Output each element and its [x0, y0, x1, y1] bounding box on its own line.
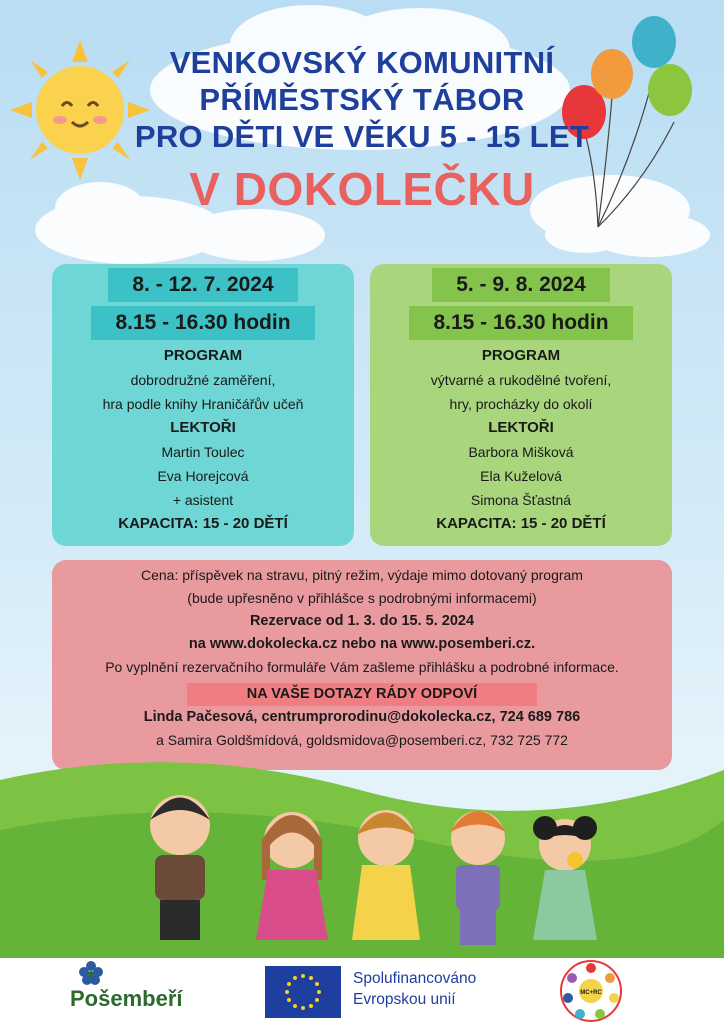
camp-august-box	[370, 264, 672, 546]
camp-july-lecturer: Martin Toulec	[161, 444, 245, 460]
reservation-dates: Rezervace od 1. 3. do 15. 5. 2024	[249, 613, 475, 629]
eu-text-line-1: Spolufinancováno	[353, 970, 477, 987]
camp-august-program-label: PROGRAM	[481, 347, 561, 364]
camp-july-box	[52, 264, 354, 546]
eu-text-line-2: Evropskou unií	[353, 991, 456, 1008]
contact-heading: NA VAŠE DOTAZY RÁDY ODPOVÍ	[187, 683, 537, 706]
camp-july-program-line: dobrodružné zaměření,	[130, 372, 276, 388]
camp-july-lecturer: + asistent	[172, 492, 234, 508]
camp-august-lecturer: Barbora Mišková	[468, 444, 574, 460]
camp-august-capacity: KAPACITA: 15 - 20 DĚTÍ	[436, 515, 606, 532]
camp-july-hours: 8.15 - 16.30 hodin	[91, 306, 314, 340]
camp-august-lecturers-label: LEKTOŘI	[488, 419, 554, 436]
title-line-2: PŘÍMĚSTSKÝ TÁBOR	[199, 82, 525, 117]
form-note: Po vyplnění rezervačního formuláře Vám zašleme přihlášku a podrobné informace.	[105, 659, 619, 675]
poster-title	[0, 44, 724, 217]
posemberi-text: Pošembeří	[70, 986, 183, 1011]
eu-cofinancing-text	[353, 968, 476, 1010]
camp-july-lecturers-label: LEKTOŘI	[170, 419, 236, 436]
footer	[0, 958, 724, 1024]
contact-secondary: a Samira Goldšmídová, goldsmidova@posemberi.cz, 732 725 772	[156, 732, 568, 748]
camp-august-lecturer: Ela Kuželová	[480, 468, 562, 484]
camp-july-capacity: KAPACITA: 15 - 20 DĚTÍ	[118, 515, 288, 532]
eu-flag-icon	[265, 966, 341, 1018]
title-line-1: VENKOVSKÝ KOMUNITNÍ	[169, 45, 555, 80]
contact-primary: Linda Pačesová, centrumprorodinu@dokolecka.cz, 724 689 786	[143, 709, 581, 725]
title-line-3: PRO DĚTI VE VĚKU 5 - 15 LET	[134, 119, 590, 154]
camp-july-lecturer: Eva Horejcová	[157, 468, 249, 484]
price-text: Cena: příspěvek na stravu, pitný režim, výdaje mimo dotovaný program	[141, 567, 583, 583]
camp-august-date: 5. - 9. 8. 2024	[432, 268, 610, 302]
dokolecka-center-text: MC+RC	[580, 990, 602, 996]
title-location: V DOKOLEČKU	[189, 163, 535, 215]
posemberi-logo	[64, 958, 204, 1024]
camp-august-lecturer: Simona Šťastná	[470, 492, 572, 508]
price-note: (bude upřesněno v přihlášce s podrobnými informacemi)	[187, 590, 537, 606]
camp-august-program-line: výtvarné a rukodělné tvoření,	[430, 372, 612, 388]
camp-july-date: 8. - 12. 7. 2024	[108, 268, 297, 302]
camp-july-program-label: PROGRAM	[163, 347, 243, 364]
camp-august-program-line: hry, procházky do okolí	[449, 396, 593, 412]
meadow-illustration	[0, 740, 724, 960]
dokolecka-logo-icon	[560, 960, 622, 1022]
reservation-websites: na www.dokolecka.cz nebo na www.posemberi.cz.	[188, 636, 536, 652]
info-box	[52, 560, 672, 770]
camp-july-program-line: hra podle knihy Hraničářův učeň	[102, 396, 304, 412]
camp-august-hours: 8.15 - 16.30 hodin	[409, 306, 632, 340]
flower-icon	[76, 960, 106, 988]
